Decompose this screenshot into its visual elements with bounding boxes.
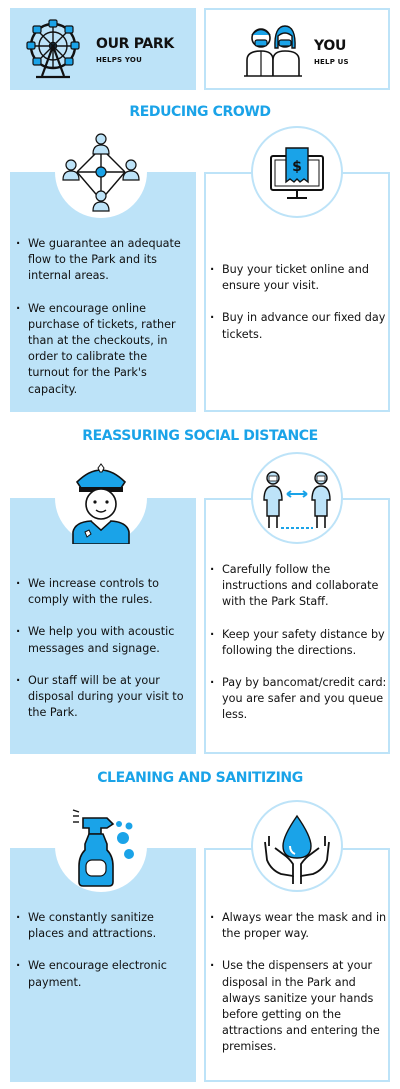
list-item: · Use the dispensers at your disposal in the Park and always sanitize your hands before getting on the attractions and entering the premises.	[208, 958, 388, 1055]
online-ticket-monitor-icon	[251, 126, 343, 218]
social-distance-icon	[251, 452, 343, 544]
you-title: YOU	[314, 38, 347, 54]
you-header	[204, 8, 390, 90]
visitors-masked-icon	[242, 18, 304, 80]
you-list-reducing-crowd	[208, 262, 388, 359]
park-list-reducing-crowd	[14, 236, 190, 414]
spray-bottle-icon	[55, 800, 147, 892]
list-item: · Carefully follow the instructions and collaborate with the Park Staff.	[208, 562, 388, 611]
you-subtitle: HELP US	[314, 58, 349, 66]
our-park-header	[10, 8, 196, 90]
you-list-social-distance	[208, 562, 388, 740]
list-item: · We guarantee an adequate flow to the Park and its internal areas.	[14, 236, 190, 285]
list-item: · Buy your ticket online and ensure your visit.	[208, 262, 388, 294]
park-list-social-distance	[14, 576, 190, 737]
list-item: · Pay by bancomat/credit card: you are safer and you queue less.	[208, 675, 388, 724]
list-item: · We encourage electronic payment.	[14, 958, 190, 990]
section-title-reducing-crowd: REDUCING CROWD	[129, 104, 271, 120]
crowd-network-icon	[55, 126, 147, 218]
you-list-cleaning	[208, 910, 388, 1072]
ferris-wheel-icon	[22, 18, 84, 80]
section-title-social-distance: REASSURING SOCIAL DISTANCE	[82, 428, 318, 444]
list-item: · Keep your safety distance by following the directions.	[208, 627, 388, 659]
list-item: · We increase controls to comply with the rules.	[14, 576, 190, 608]
list-item: · Buy in advance our fixed day tickets.	[208, 310, 388, 342]
list-item: · Our staff will be at your disposal during your visit to the Park.	[14, 673, 190, 722]
section-title-cleaning: CLEANING AND SANITIZING	[97, 770, 303, 786]
list-item: · Always wear the mask and in the proper way.	[208, 910, 388, 942]
our-park-title: OUR PARK	[96, 36, 174, 52]
hands-sanitizer-drop-icon	[251, 800, 343, 892]
list-item: · We help you with acoustic messages and signage.	[14, 624, 190, 656]
staff-officer-icon	[55, 452, 147, 544]
svg-text:$: $	[292, 159, 302, 175]
list-item: · We constantly sanitize places and attractions.	[14, 910, 190, 942]
our-park-subtitle: HELPS YOU	[96, 56, 142, 64]
list-item: · We encourage online purchase of tickets, rather than at the checkouts, in order to calibrate the turnout for the Park's capacity.	[14, 301, 190, 398]
park-list-cleaning	[14, 910, 190, 1007]
